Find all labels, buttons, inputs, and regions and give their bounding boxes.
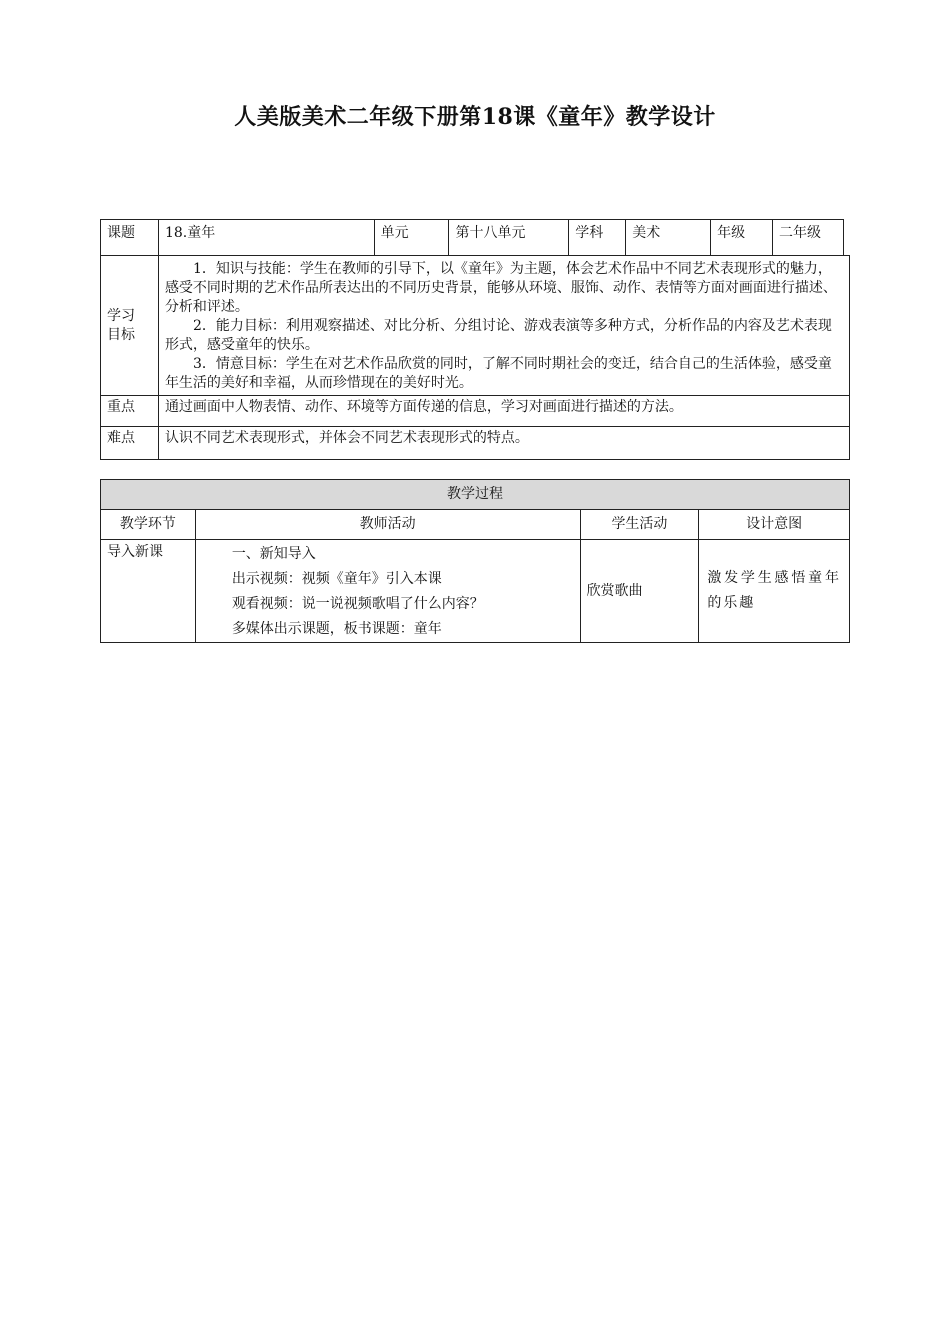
difficulty-value: 认识不同艺术表现形式，并体会不同艺术表现形式的特点。 [158,427,849,460]
key-point-row [101,396,850,427]
grade-value: 二年级 [773,220,844,256]
teacher-activity-cell [195,540,580,643]
stage-cell: 导入新课 [101,540,196,643]
objective-item: 3．情意目标：学生在对艺术作品欣赏的同时，了解不同时期社会的变迁，结合自己的生活体验，感受童年生活的美好和幸福，从而珍惜现在的美好时光。 [164,356,832,391]
teacher-activity-line: 观看视频：说一说视频歌唱了什么内容？ [231,596,484,612]
column-header-row [101,510,850,540]
grade-label: 年级 [711,220,773,256]
subject-label: 学科 [569,220,626,256]
student-activity-cell: 欣赏歌曲 [580,540,699,643]
column-header-student: 学生活动 [580,510,699,540]
teacher-activity-line: 出示视频：视频《童年》引入本课 [231,571,442,587]
design-intent-cell: 激发学生感悟童年的乐趣 [699,540,850,643]
document-title: 人美版美术二年级下册第18课《童年》教学设计 [234,104,716,130]
teaching-process-table [100,479,850,643]
empty-cell [843,220,849,256]
difficulty-row [101,427,850,460]
teacher-activity-line: 多媒体出示课题，板书课题：童年 [231,621,442,637]
column-header-stage: 教学环节 [101,510,196,540]
teacher-activity-line: 一、新知导入 [231,546,316,562]
course-info-row [101,220,850,256]
topic-value: 18.童年 [158,220,374,256]
objectives-content [158,256,849,396]
process-row [101,540,850,643]
key-point-label: 重点 [101,396,159,427]
column-header-intent: 设计意图 [699,510,850,540]
course-info-table [100,219,850,460]
key-point-value: 通过画面中人物表情、动作、环境等方面传递的信息，学习对画面进行描述的方法。 [158,396,849,427]
objectives-label-line-2: 目标 [107,326,135,343]
difficulty-label: 难点 [101,427,159,460]
topic-label: 课题 [101,220,159,256]
objectives-row [101,256,850,396]
objective-item: 1．知识与技能：学生在教师的引导下，以《童年》为主题，体会艺术作品中不同艺术表现形式的魅力，感受不同时期的艺术作品所表达出的不同历史背景，能够从环境、服饰、动作、表情等方面对画面进行描述、分析和评述。 [164,261,837,315]
objective-item: 2．能力目标：利用观察描述、对比分析、分组讨论、游戏表演等多种方式，分析作品的内容及艺术表现形式，感受童年的快乐。 [164,318,832,353]
objectives-label-line-1: 学习 [107,307,135,324]
unit-value: 第十八单元 [449,220,569,256]
subject-value: 美术 [626,220,711,256]
process-header: 教学过程 [101,480,850,510]
objectives-label [101,256,159,396]
process-header-row [101,480,850,510]
column-header-teacher: 教师活动 [195,510,580,540]
unit-label: 单元 [374,220,449,256]
